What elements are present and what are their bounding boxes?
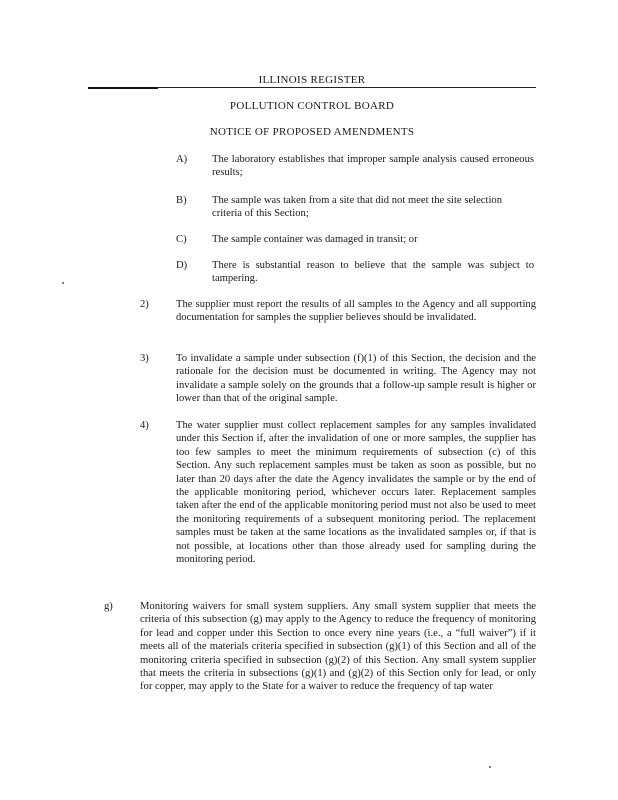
section-label: g)	[104, 601, 113, 612]
item-label: D)	[176, 260, 188, 271]
scan-speck	[62, 282, 64, 284]
item-text: There is substantial reason to believe that the sample was subject to tampering.	[212, 260, 534, 285]
item-label: 4)	[140, 420, 149, 431]
item-text: The supplier must report the results of all samples to the Agency and all supporting documentation for samples the supplier believes should be invalidated.	[176, 299, 536, 324]
item-text: The sample was taken from a site that did not meet the site selection criteria of this Section;	[212, 195, 502, 220]
item-label: B)	[176, 195, 187, 206]
item-text: The laboratory establishes that improper sample analysis caused erroneous results;	[212, 154, 534, 179]
item-label: C)	[176, 234, 187, 245]
item-text: The water supplier must collect replacement samples for any samples invalidated under this Section if, after the invalidation of one or more samples, the supplier has too few samples to meet the minimum requirements of subsection (c) of this Section. Any such replacement samples must be taken as soon as possible, but no later than 20 days after the date the Agency invalidates the sample or by the end of the applicable monitoring period, whichever occurs later. Replacement samples taken after the end of the applicable monitoring period must not also be used to meet the monitoring requirements of a subsequent monitoring period. The replacement samples must be taken at the same locations as the invalidated samples or, if that is not possible, at locations other than those already used for sampling during the monitoring period.	[176, 420, 536, 566]
section-text: Monitoring waivers for small system suppliers. Any small system supplier that meets the criteria of this subsection (g) may apply to the Agency to reduce the frequency of monitoring for lead and copper under this Section to once every nine years (i.e., a “full waiver”) if it meets all of the materials criteria specified in subsection (g)(1) of this Section and all of the monitoring criteria specified in subsection (g)(2) of this Section. Any small system supplier that meets the criteria in subsections (g)(1) and (g)(2) of this Section only for lead, or only for copper, may apply to the State for a waiver to reduce the frequency of tap water	[140, 601, 536, 693]
notice-title: NOTICE OF PROPOSED AMENDMENTS	[209, 126, 415, 138]
item-label: 2)	[140, 299, 149, 310]
register-title: ILLINOIS REGISTER	[258, 74, 366, 86]
item-text: The sample container was damaged in transit; or	[212, 234, 418, 245]
item-label: 3)	[140, 353, 149, 364]
scan-speck	[489, 766, 491, 768]
board-name: POLLUTION CONTROL BOARD	[229, 100, 395, 112]
item-text: To invalidate a sample under subsection (f)(1) of this Section, the decision and the rationale for the decision must be documented in writing. The Agency may not invalidate a sample solely on the grounds that a follow-up sample result is higher or lower than that of the original sample.	[176, 353, 536, 405]
item-label: A)	[176, 154, 188, 165]
